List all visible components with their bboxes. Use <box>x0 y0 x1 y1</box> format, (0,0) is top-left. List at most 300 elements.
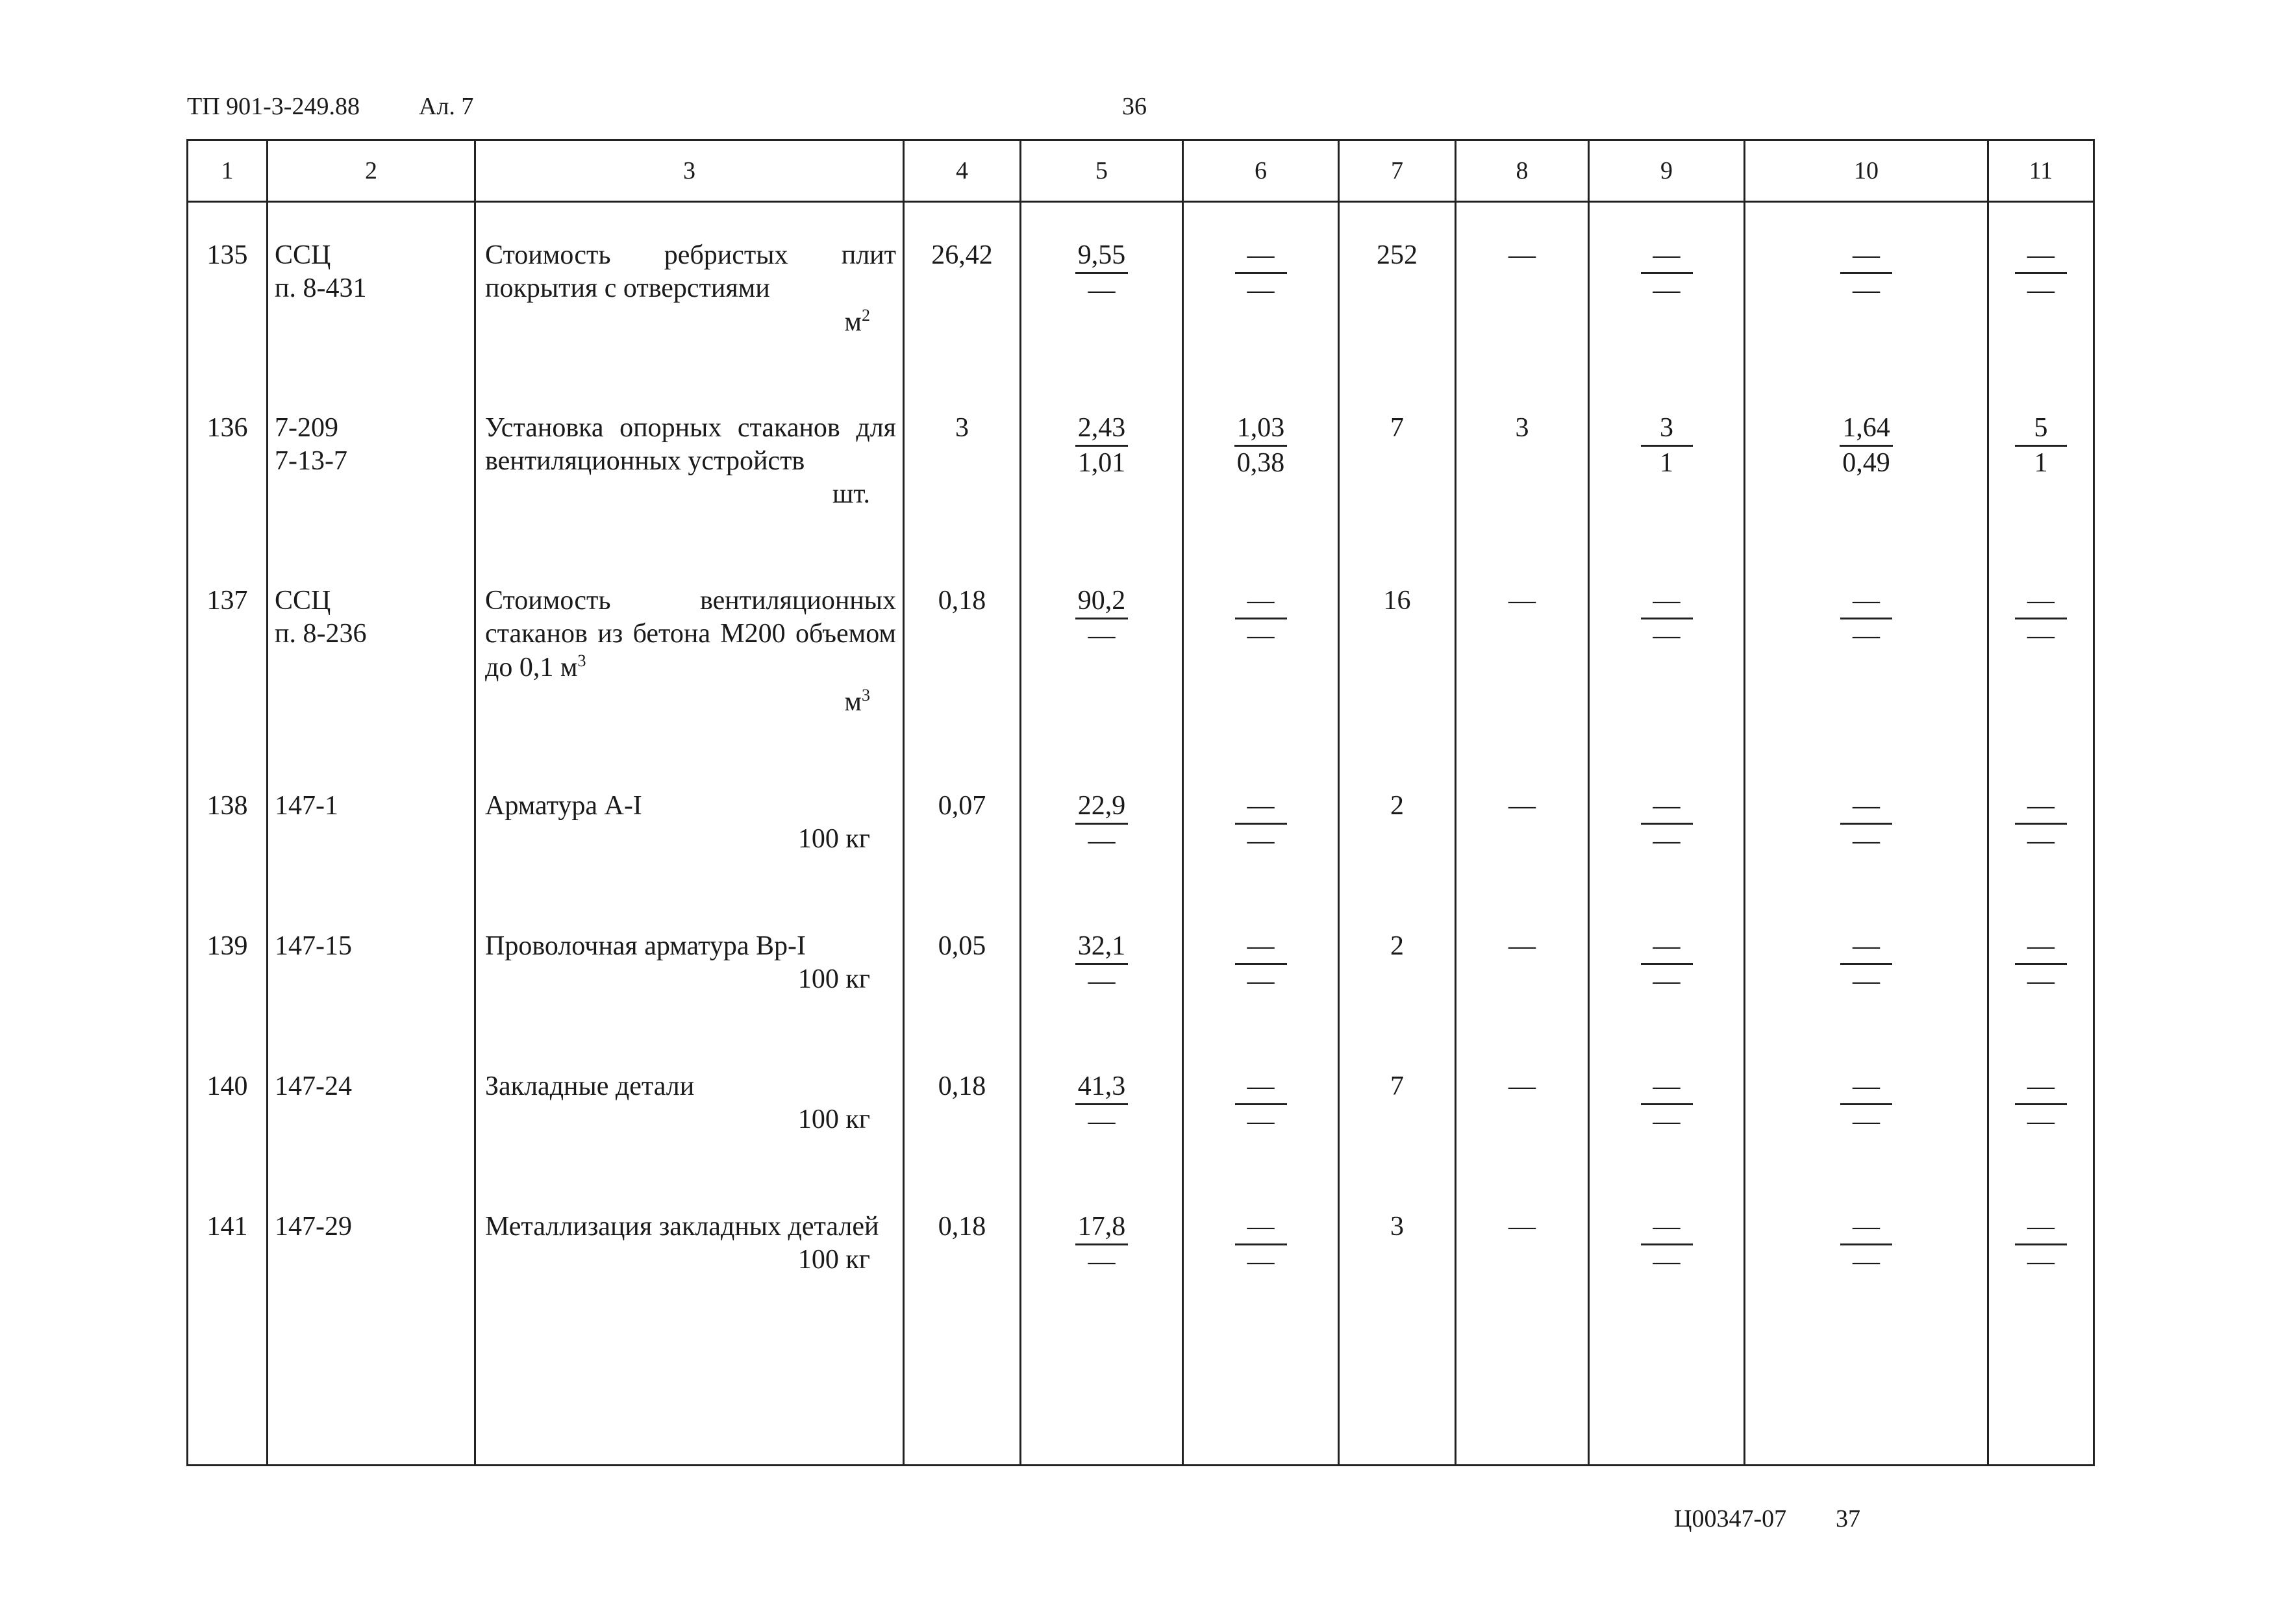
unit-cost-fraction-5-denominator: — <box>1088 966 1116 997</box>
measure-unit <box>485 305 896 339</box>
labor-fraction-9 <box>1641 1210 1693 1279</box>
column-number-10: 10 <box>1745 140 1988 202</box>
norm-code-line: 147-1 <box>275 791 338 821</box>
labor-fraction-9-numerator: — <box>1641 1210 1693 1245</box>
norm-code-cell <box>268 239 475 375</box>
labor-fraction-9-denominator: — <box>1653 966 1681 997</box>
unit-cost-fraction-6-numerator: — <box>1235 1210 1287 1245</box>
norm-code-cell <box>268 1210 475 1466</box>
quantity-cell <box>904 930 1021 1034</box>
column-number-5: 5 <box>1021 140 1183 202</box>
spacer-cell <box>1456 202 1589 240</box>
labor-fraction-10-denominator: 0,49 <box>1842 448 1890 479</box>
page-number: 36 <box>1122 93 1147 120</box>
labor-cost-cell-9 <box>1589 1070 1745 1174</box>
total-cost-value-7: 7 <box>1390 1071 1404 1101</box>
unit-cost-fraction-5 <box>1075 1210 1129 1279</box>
spacer-cell <box>1021 753 1183 790</box>
labor-fraction-10 <box>1840 1210 1892 1279</box>
total-cost-value-8: — <box>1508 791 1536 821</box>
labor-fraction-11-numerator: — <box>2015 239 2067 274</box>
labor-cost-cell-11 <box>1988 412 2094 548</box>
total-cost-value-7: 2 <box>1390 791 1404 821</box>
spacer-cell <box>1988 753 2094 790</box>
spacer-cell <box>475 1174 904 1210</box>
measure-unit <box>485 685 896 719</box>
row-spacer <box>188 375 2094 412</box>
quantity-cell <box>904 412 1021 548</box>
spacer-cell <box>475 375 904 412</box>
unit-cost-fraction-6-numerator: — <box>1235 930 1287 965</box>
labor-cost-cell-11 <box>1988 584 2094 753</box>
labor-fraction-10-numerator: — <box>1840 1210 1892 1245</box>
labor-cost-cell-9 <box>1589 790 1745 893</box>
labor-cost-cell-10 <box>1745 412 1988 548</box>
work-description <box>485 930 896 963</box>
spacer-cell <box>1745 753 1988 790</box>
labor-fraction-10-numerator: — <box>1840 930 1892 965</box>
labor-fraction-11-numerator: — <box>2015 790 2067 825</box>
unit-cost-fraction-6-denominator: — <box>1247 275 1275 306</box>
labor-cost-cell-11 <box>1988 239 2094 375</box>
labor-fraction-11 <box>2015 239 2067 307</box>
spacer-cell <box>1183 375 1339 412</box>
total-cost-cell-7 <box>1339 239 1456 375</box>
measure-unit-text: м <box>844 686 862 717</box>
total-cost-value-8: — <box>1508 586 1536 616</box>
labor-fraction-10-numerator: 1,64 <box>1840 412 1893 447</box>
work-description <box>485 1210 896 1243</box>
spacer-cell <box>1183 753 1339 790</box>
measure-unit <box>485 823 896 856</box>
norm-code-cell <box>268 412 475 548</box>
unit-cost-cell-6 <box>1183 930 1339 1034</box>
norm-code-cell <box>268 790 475 893</box>
spacer-cell <box>1021 1034 1183 1070</box>
spacer-cell <box>1988 893 2094 930</box>
labor-fraction-11 <box>2015 1070 2067 1138</box>
spacer-cell <box>1589 548 1745 584</box>
spacer-cell <box>268 893 475 930</box>
row-number: 135 <box>188 239 268 375</box>
quantity-value: 0,18 <box>938 1071 986 1101</box>
measure-unit-text: 100 кг <box>797 1245 870 1275</box>
document-code: ТП 901-3-249.88 <box>187 93 360 120</box>
spacer-cell <box>1183 1174 1339 1210</box>
spacer-cell <box>1988 1034 2094 1070</box>
row-spacer <box>188 548 2094 584</box>
spacer-cell <box>1339 893 1456 930</box>
unit-cost-fraction-5 <box>1075 930 1129 998</box>
labor-fraction-10 <box>1840 790 1892 858</box>
norm-code-line: 147-24 <box>275 1071 352 1101</box>
total-cost-cell-7 <box>1339 412 1456 548</box>
labor-fraction-10 <box>1840 239 1892 307</box>
spacer-cell <box>1589 1174 1745 1210</box>
unit-cost-fraction-5-numerator: 9,55 <box>1075 239 1129 274</box>
labor-fraction-9 <box>1641 930 1693 998</box>
unit-cost-fraction-5-denominator: — <box>1088 621 1116 651</box>
labor-cost-cell-10 <box>1745 790 1988 893</box>
labor-fraction-11 <box>2015 1210 2067 1279</box>
spacer-cell <box>1456 548 1589 584</box>
unit-cost-fraction-6-numerator: — <box>1235 239 1287 274</box>
unit-superscript: 2 <box>862 306 870 325</box>
labor-cost-cell-11 <box>1988 930 2094 1034</box>
spacer-cell <box>188 753 268 790</box>
column-number-9: 9 <box>1589 140 1745 202</box>
spacer-cell <box>1456 893 1589 930</box>
total-cost-cell-7 <box>1339 584 1456 753</box>
labor-fraction-9-numerator: 3 <box>1641 412 1693 447</box>
spacer-cell <box>1745 893 1988 930</box>
labor-fraction-9-numerator: — <box>1641 584 1693 619</box>
labor-fraction-10-denominator: — <box>1853 275 1880 306</box>
unit-cost-fraction-6 <box>1235 1210 1287 1279</box>
labor-fraction-11-numerator: — <box>2015 930 2067 965</box>
labor-fraction-9-numerator: — <box>1641 790 1693 825</box>
quantity-cell <box>904 584 1021 753</box>
unit-cost-fraction-5-numerator: 2,43 <box>1075 412 1129 447</box>
labor-fraction-9 <box>1641 1070 1693 1138</box>
spacer-cell <box>904 548 1021 584</box>
quantity-cell <box>904 1070 1021 1174</box>
table-body <box>188 140 2094 1466</box>
unit-cost-fraction-6 <box>1234 412 1288 480</box>
labor-fraction-10 <box>1840 584 1892 653</box>
labor-fraction-10-numerator: — <box>1840 790 1892 825</box>
spacer-cell <box>1021 1174 1183 1210</box>
spacer-cell <box>1021 548 1183 584</box>
spacer-cell <box>1183 548 1339 584</box>
total-cost-cell-7 <box>1339 790 1456 893</box>
work-description-text: Проволочная арматура Вр-I <box>485 931 806 961</box>
unit-cost-fraction-6 <box>1235 239 1287 307</box>
labor-cost-cell-9 <box>1589 412 1745 548</box>
total-cost-cell-8 <box>1456 239 1589 375</box>
spacer-cell <box>1339 1034 1456 1070</box>
work-description-text: Закладные детали <box>485 1071 695 1101</box>
labor-fraction-9-numerator: — <box>1641 239 1693 274</box>
row-number: 138 <box>188 790 268 893</box>
work-description-cell <box>475 412 904 548</box>
table-row <box>188 1070 2094 1174</box>
unit-cost-fraction-5-denominator: 1,01 <box>1077 448 1126 479</box>
labor-fraction-9-numerator: — <box>1641 930 1693 965</box>
labor-fraction-9 <box>1641 790 1693 858</box>
row-number: 140 <box>188 1070 268 1174</box>
labor-fraction-11-denominator: 1 <box>2034 448 2048 479</box>
spacer-cell <box>1339 753 1456 790</box>
row-spacer <box>188 202 2094 240</box>
labor-cost-cell-9 <box>1589 239 1745 375</box>
spacer-cell <box>1339 548 1456 584</box>
spacer-cell <box>475 548 904 584</box>
labor-fraction-11-denominator: — <box>2027 275 2055 306</box>
column-number-6: 6 <box>1183 140 1339 202</box>
work-description-text: Металлизация закладных деталей <box>485 1212 879 1242</box>
unit-cost-fraction-5 <box>1075 239 1129 307</box>
column-number-2: 2 <box>268 140 475 202</box>
spacer-cell <box>1021 893 1183 930</box>
unit-cost-fraction-6-numerator: 1,03 <box>1234 412 1288 447</box>
labor-fraction-11-numerator: 5 <box>2015 412 2067 447</box>
unit-cost-cell-5 <box>1021 930 1183 1034</box>
unit-cost-fraction-5-numerator: 22,9 <box>1075 790 1129 825</box>
labor-cost-cell-10 <box>1745 239 1988 375</box>
total-cost-value-7: 7 <box>1390 413 1404 443</box>
unit-cost-cell-6 <box>1183 584 1339 753</box>
labor-fraction-9-denominator: — <box>1653 621 1681 651</box>
labor-cost-cell-10 <box>1745 584 1988 753</box>
work-description-cell <box>475 239 904 375</box>
total-cost-value-8: — <box>1508 1212 1536 1242</box>
spacer-cell <box>1745 548 1988 584</box>
spacer-cell <box>188 893 268 930</box>
labor-fraction-10-numerator: — <box>1840 584 1892 619</box>
spacer-cell <box>475 753 904 790</box>
spacer-cell <box>268 202 475 240</box>
labor-cost-cell-9 <box>1589 1210 1745 1466</box>
spacer-cell <box>268 375 475 412</box>
total-cost-value-8: 3 <box>1515 413 1529 443</box>
unit-cost-fraction-6-numerator: — <box>1235 790 1287 825</box>
unit-cost-cell-5 <box>1021 412 1183 548</box>
unit-cost-cell-6 <box>1183 1070 1339 1174</box>
norm-code-line: ССЦ <box>275 240 331 270</box>
work-description <box>485 239 896 305</box>
labor-cost-cell-10 <box>1745 1210 1988 1466</box>
spacer-cell <box>188 548 268 584</box>
norm-code-line: 7-209 <box>275 413 338 443</box>
unit-cost-fraction-6-numerator: — <box>1235 584 1287 619</box>
spacer-cell <box>1589 893 1745 930</box>
norm-code-line: п. 8-236 <box>275 619 367 649</box>
labor-cost-cell-10 <box>1745 930 1988 1034</box>
labor-fraction-10-denominator: — <box>1853 1106 1880 1137</box>
quantity-cell <box>904 1210 1021 1466</box>
total-cost-value-7: 3 <box>1390 1212 1404 1242</box>
unit-cost-fraction-6 <box>1235 790 1287 858</box>
measure-unit-text: 100 кг <box>797 964 870 995</box>
work-description-cell <box>475 1210 904 1466</box>
spacer-cell <box>1183 893 1339 930</box>
spacer-cell <box>1988 375 2094 412</box>
spacer-cell <box>904 893 1021 930</box>
unit-cost-fraction-6-denominator: — <box>1247 826 1275 856</box>
quantity-value: 3 <box>955 413 969 443</box>
labor-fraction-10 <box>1840 930 1892 998</box>
spacer-cell <box>904 375 1021 412</box>
unit-cost-cell-5 <box>1021 584 1183 753</box>
spacer-cell <box>1745 202 1988 240</box>
unit-cost-fraction-6 <box>1235 1070 1287 1138</box>
labor-cost-cell-11 <box>1988 790 2094 893</box>
table-row <box>188 412 2094 548</box>
row-spacer <box>188 1034 2094 1070</box>
norm-code-line: 147-15 <box>275 931 352 961</box>
work-description <box>485 1070 896 1103</box>
labor-fraction-11-denominator: — <box>2027 1106 2055 1137</box>
unit-cost-fraction-5 <box>1075 1070 1129 1138</box>
total-cost-cell-7 <box>1339 1210 1456 1466</box>
row-number: 137 <box>188 584 268 753</box>
work-description-cell <box>475 584 904 753</box>
unit-cost-fraction-6-denominator: — <box>1247 1247 1275 1277</box>
labor-fraction-10-denominator: — <box>1853 621 1880 651</box>
unit-cost-cell-5 <box>1021 790 1183 893</box>
labor-fraction-10 <box>1840 412 1893 480</box>
work-description-cell <box>475 930 904 1034</box>
norm-code-line: 147-29 <box>275 1212 352 1242</box>
row-number: 139 <box>188 930 268 1034</box>
labor-fraction-9-denominator: — <box>1653 826 1681 856</box>
labor-fraction-11-denominator: — <box>2027 826 2055 856</box>
spacer-cell <box>1745 1034 1988 1070</box>
total-cost-value-7: 252 <box>1377 240 1418 270</box>
work-description-cell <box>475 1070 904 1174</box>
labor-fraction-11-numerator: — <box>2015 1210 2067 1245</box>
norm-code-cell <box>268 930 475 1034</box>
unit-cost-cell-6 <box>1183 412 1339 548</box>
spacer-cell <box>1021 202 1183 240</box>
spacer-cell <box>188 1174 268 1210</box>
work-description <box>485 412 896 478</box>
spacer-cell <box>1589 1034 1745 1070</box>
spacer-cell <box>268 753 475 790</box>
labor-fraction-11 <box>2015 584 2067 653</box>
labor-cost-cell-10 <box>1745 1070 1988 1174</box>
description-superscript: 3 <box>577 651 586 671</box>
total-cost-cell-8 <box>1456 1070 1589 1174</box>
labor-fraction-9 <box>1641 412 1693 480</box>
spacer-cell <box>1745 1174 1988 1210</box>
quantity-value: 0,07 <box>938 791 986 821</box>
labor-cost-cell-9 <box>1589 584 1745 753</box>
spacer-cell <box>1988 548 2094 584</box>
table-row <box>188 790 2094 893</box>
quantity-cell <box>904 790 1021 893</box>
column-number-11: 11 <box>1988 140 2094 202</box>
labor-fraction-10 <box>1840 1070 1892 1138</box>
measure-unit <box>485 1243 896 1277</box>
measure-unit-text: 100 кг <box>797 1105 870 1135</box>
norm-code-line: 7-13-7 <box>275 446 347 477</box>
labor-fraction-9-denominator: — <box>1653 1247 1681 1277</box>
spacer-cell <box>1339 202 1456 240</box>
spacer-cell <box>188 375 268 412</box>
unit-cost-cell-5 <box>1021 239 1183 375</box>
unit-cost-fraction-6-denominator: 0,38 <box>1236 448 1285 479</box>
spacer-cell <box>1456 1034 1589 1070</box>
spacer-cell <box>1589 375 1745 412</box>
work-description <box>485 584 896 685</box>
total-cost-value-7: 2 <box>1390 931 1404 961</box>
quantity-value: 0,18 <box>938 1212 986 1242</box>
column-number-1: 1 <box>188 140 268 202</box>
spacer-cell <box>1988 1174 2094 1210</box>
measure-unit <box>485 963 896 996</box>
total-cost-cell-7 <box>1339 930 1456 1034</box>
labor-fraction-9 <box>1641 584 1693 653</box>
quantity-value: 0,18 <box>938 586 986 616</box>
work-description-text: Арматура А-I <box>485 791 642 821</box>
spacer-cell <box>475 893 904 930</box>
column-number-7: 7 <box>1339 140 1456 202</box>
total-cost-cell-7 <box>1339 1070 1456 1174</box>
total-cost-cell-8 <box>1456 930 1589 1034</box>
spacer-cell <box>904 202 1021 240</box>
row-number: 136 <box>188 412 268 548</box>
total-cost-cell-8 <box>1456 1210 1589 1466</box>
work-description-text: Установка опорных стаканов для вентиляционных устройств <box>485 413 896 477</box>
footer-document-code: Ц00347-07 <box>1674 1505 1787 1532</box>
column-number-3: 3 <box>475 140 904 202</box>
measure-unit-text: 100 кг <box>797 824 870 855</box>
spacer-cell <box>1589 753 1745 790</box>
unit-cost-fraction-6-numerator: — <box>1235 1070 1287 1105</box>
spacer-cell <box>1456 1174 1589 1210</box>
spacer-cell <box>904 1034 1021 1070</box>
total-cost-value-8: — <box>1508 931 1536 961</box>
measure-unit <box>485 1103 896 1136</box>
spacer-cell <box>1988 202 2094 240</box>
work-description-cell <box>475 790 904 893</box>
spacer-cell <box>475 202 904 240</box>
unit-cost-fraction-5-numerator: 32,1 <box>1075 930 1129 965</box>
unit-superscript: 3 <box>862 685 870 705</box>
column-number-8: 8 <box>1456 140 1589 202</box>
labor-fraction-9 <box>1641 239 1693 307</box>
spacer-cell <box>1456 753 1589 790</box>
measure-unit <box>485 478 896 511</box>
total-cost-cell-8 <box>1456 412 1589 548</box>
unit-cost-fraction-5-denominator: — <box>1088 1106 1116 1137</box>
spacer-cell <box>1745 375 1988 412</box>
spacer-cell <box>268 1174 475 1210</box>
unit-cost-fraction-5 <box>1075 584 1129 653</box>
total-cost-cell-8 <box>1456 790 1589 893</box>
labor-fraction-11 <box>2015 790 2067 858</box>
spacer-cell <box>1589 202 1745 240</box>
measure-unit-text: шт. <box>832 479 870 510</box>
table-row <box>188 1210 2094 1466</box>
quantity-value: 26,42 <box>931 240 993 270</box>
total-cost-cell-8 <box>1456 584 1589 753</box>
norm-code-line: п. 8-431 <box>275 273 367 304</box>
unit-cost-fraction-5-numerator: 17,8 <box>1075 1210 1129 1245</box>
unit-cost-fraction-5-numerator: 41,3 <box>1075 1070 1129 1105</box>
unit-cost-fraction-5-denominator: — <box>1088 1247 1116 1277</box>
work-description <box>485 790 896 823</box>
unit-cost-fraction-5 <box>1075 790 1129 858</box>
norm-code-line: ССЦ <box>275 586 331 616</box>
labor-fraction-10-denominator: — <box>1853 966 1880 997</box>
spacer-cell <box>1339 1174 1456 1210</box>
footer-page-number: 37 <box>1836 1505 1860 1532</box>
column-number-row <box>188 140 2094 202</box>
labor-fraction-11-denominator: — <box>2027 966 2055 997</box>
unit-cost-cell-6 <box>1183 1210 1339 1466</box>
labor-fraction-10-denominator: — <box>1853 1247 1880 1277</box>
row-spacer <box>188 753 2094 790</box>
sheet-label: Ал. 7 <box>419 93 474 120</box>
work-description-text: Стоимость ребристых плит покрытия с отверстиями <box>485 240 896 304</box>
unit-cost-fraction-6-denominator: — <box>1247 621 1275 651</box>
labor-cost-cell-11 <box>1988 1210 2094 1466</box>
quantity-cell <box>904 239 1021 375</box>
labor-fraction-11-denominator: — <box>2027 621 2055 651</box>
